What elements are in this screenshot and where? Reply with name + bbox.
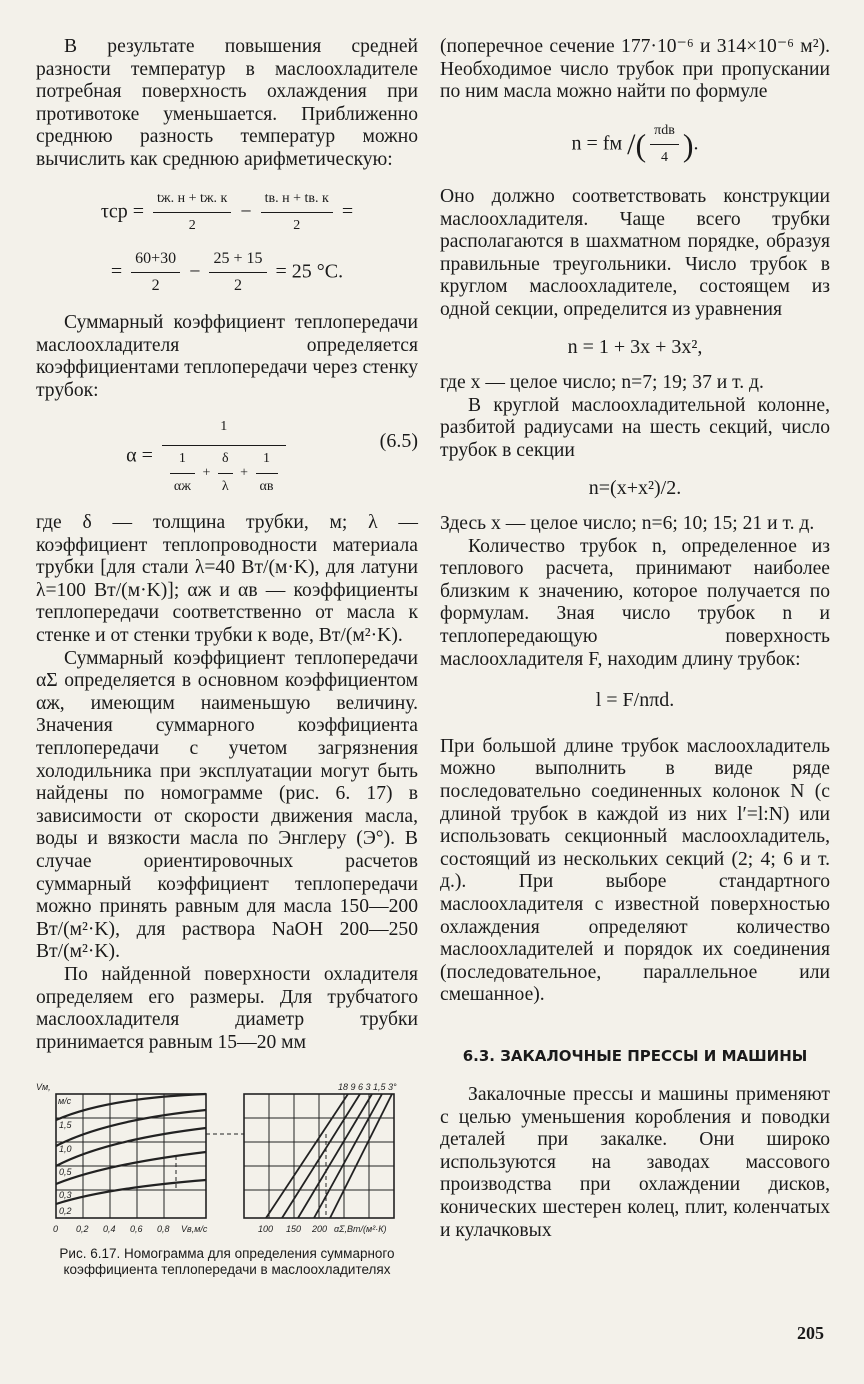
curve-label: 1,0 (59, 1144, 72, 1155)
plus: + (240, 465, 249, 481)
formula-tau (36, 188, 418, 238)
minus: − (240, 200, 252, 223)
frac-den: λ (221, 478, 229, 494)
x-tick: 0,4 (103, 1224, 116, 1235)
paren-close: ) (682, 126, 694, 163)
x-tick: 0 (53, 1224, 59, 1235)
paragraph: Суммарный коэффициент теплопередачи αΣ определяется в основном коэффициентом αж, имеющим наименьшую величину. Значения суммарного коэффициента теплопередачи с учетом загрязнения холодильника при эксплуатации могут быть найдены по номограмме (рис. 6. 17) в зависимости от скорости движения масла, воды и вязкости масла по Энглеру (Э°). В случае ориентировочных расчетов суммарный коэффициент теплопередачи можно принять равным для масла 150—200 Вт/(м²·K), для раствора NaOH 200—250 Вт/(м²·K). (36, 647, 418, 963)
frac-num: 60+30 (131, 248, 180, 274)
sub-frac (218, 448, 233, 498)
viscosity-labels: 18 9 6 3 1,5 3° (338, 1082, 397, 1093)
frac-den: αж (173, 478, 191, 494)
y-axis-unit: м/с (58, 1096, 72, 1107)
x-axis-label: Vв,м/с (181, 1224, 208, 1235)
frac-num: 1 (170, 448, 195, 474)
formula-tau-values (36, 248, 418, 298)
frac-den: 4 (660, 150, 668, 166)
formula-length: l = F/nπd. (595, 689, 675, 712)
paragraph: Оно должно соответствовать конструкции маслоохладителя. Чаще всего трубки располагаются в шахматном порядке, образуя правильные треугольники. Число трубок в круглом маслоохладителе, состоящем из одной секции, определится из уравнения (440, 185, 830, 320)
equals: = (110, 260, 123, 283)
left-column (36, 36, 418, 1278)
x-tick: 150 (286, 1224, 302, 1235)
x-tick: 200 (312, 1224, 328, 1235)
formula-n-section: n=(x+x²)/2. (588, 476, 682, 499)
x-tick: 0,2 (76, 1224, 89, 1235)
frac-num: πdв (650, 120, 679, 146)
paragraph: где x — целое число; n=7; 19; 37 и т. д. (440, 372, 764, 394)
formula-tail: = (341, 200, 354, 223)
formula-lhs: n = fм (571, 132, 623, 155)
minus: − (189, 260, 201, 283)
paragraph: По найденной поверхности охладителя определяем его размеры. Для трубчатого маслоохладителя диаметр трубки принимается равным 15—20 мм (36, 963, 418, 1053)
right-column (440, 36, 830, 1242)
formula-alpha (36, 416, 418, 498)
nomogram-graphic (36, 1080, 418, 1240)
frac-den: αв (259, 478, 274, 494)
frac-num: tж. н + tж. к (153, 188, 231, 214)
paragraph: Здесь x — целое число; n=6; 10; 15; 21 и т. д. (440, 513, 815, 535)
frac-den: 2 (188, 218, 196, 234)
page-number: 205 (797, 1323, 824, 1343)
plus: + (202, 465, 211, 481)
figure-caption: Рис. 6.17. Номограмма для определения суммарного коэффициента теплопередачи в маслоохладителях (59, 1246, 395, 1278)
paragraph: При большой длине трубок маслоохладитель можно выполнить в виде ряде последовательно соединенных колонок N (с длиной трубок в каждой из них l′=l:N) или использовать секционный маслоохладитель, состоящий из нескольких секций (2; 4; 6 и т. д.). При выборе стандартного маслоохладителя с известной поверхностью охлаждения определяют количество маслоохладителей и порядок их соединения (последовательное, параллельное или смешанное). (440, 735, 830, 1006)
sub-frac (170, 448, 195, 498)
figure-nomogram (36, 1080, 418, 1278)
paragraph: где δ — толщина трубки, м; λ — коэффициент теплопроводности материала трубки [для стали λ=40 Вт/(м·K), для латуни λ=100 Вт/(м·K)]; αж и αв — коэффициенты теплопередачи соответственно от масла к стенке и от стенки трубки к воде, Вт/(м²·K). (36, 512, 418, 647)
x-axis-label: αΣ,Вт/(м²·К) (334, 1224, 387, 1235)
frac-num: tв. н + tв. к (261, 188, 333, 214)
frac-num: 1 (162, 416, 286, 446)
curve-label: 0,2 (59, 1206, 72, 1217)
curve-label: 1,5 (59, 1120, 72, 1131)
formula-n-tubes: n = fм /( $\frac{\text{πdв}}{4}$ ). (440, 120, 830, 170)
sub-frac (256, 448, 278, 498)
equation-number: (6.5) (379, 430, 418, 453)
paragraph: Количество трубок n, определенное из теплового расчета, принимают наиболее близким к значению, которое получается по формулам. Зная число трубок n и теплопередающую поверхность маслоохладителя F, находим длину трубок: (440, 535, 830, 670)
y-axis-label: Vм, (36, 1082, 51, 1093)
frac-den: 2 (233, 277, 242, 295)
paragraph: Закалочные прессы и машины применяют с целью уменьшения коробления и поводки деталей при закалке. Они широко используются на заводах массового производства при охлаждении дисков, конических шестерен колец, плит, коленчатых и кулачковых (440, 1083, 830, 1241)
paragraph: Суммарный коэффициент теплопередачи маслоохладителя определяется коэффициентами теплопередачи через стенку трубок: (36, 311, 418, 401)
frac-den: 2 (293, 218, 301, 234)
formula-lhs: α = (126, 444, 153, 467)
frac-num: 1 (256, 448, 278, 474)
paren-open: ( (635, 126, 647, 163)
frac-den: 2 (151, 277, 160, 295)
slash: / (627, 127, 636, 161)
frac-den (162, 446, 286, 498)
x-tick: 0,8 (157, 1224, 170, 1235)
curve-label: 0,5 (59, 1167, 72, 1178)
x-tick: 100 (258, 1224, 274, 1235)
frac-num: δ (218, 448, 233, 474)
paragraph: (поперечное сечение 177·10⁻⁶ и 314×10⁻⁶ м²). Необходимое число трубок при пропускании по ним масла можно найти по формуле (440, 36, 830, 103)
formula-lhs: τср = (100, 200, 145, 223)
formula-result: = 25 °C. (275, 260, 344, 283)
frac-num: 25 + 15 (209, 248, 266, 274)
curve-label: 0,3 (59, 1190, 72, 1201)
x-tick: 0,6 (130, 1224, 143, 1235)
paragraph: В круглой маслоохладительной колонне, разбитой радиусами на шесть секций, число трубок в секции (440, 394, 830, 461)
formula-n-circle: n = 1 + 3x + 3x², (567, 335, 703, 358)
section-heading: 6.3. ЗАКАЛОЧНЫЕ ПРЕССЫ И МАШИНЫ (462, 1046, 808, 1065)
paragraph: В результате повышения средней разности температур в маслоохладителе потребная поверхность охлаждения при противотоке уменьшается. Приближенно среднюю разность температур можно вычислить как среднюю арифметическую: (36, 36, 418, 170)
